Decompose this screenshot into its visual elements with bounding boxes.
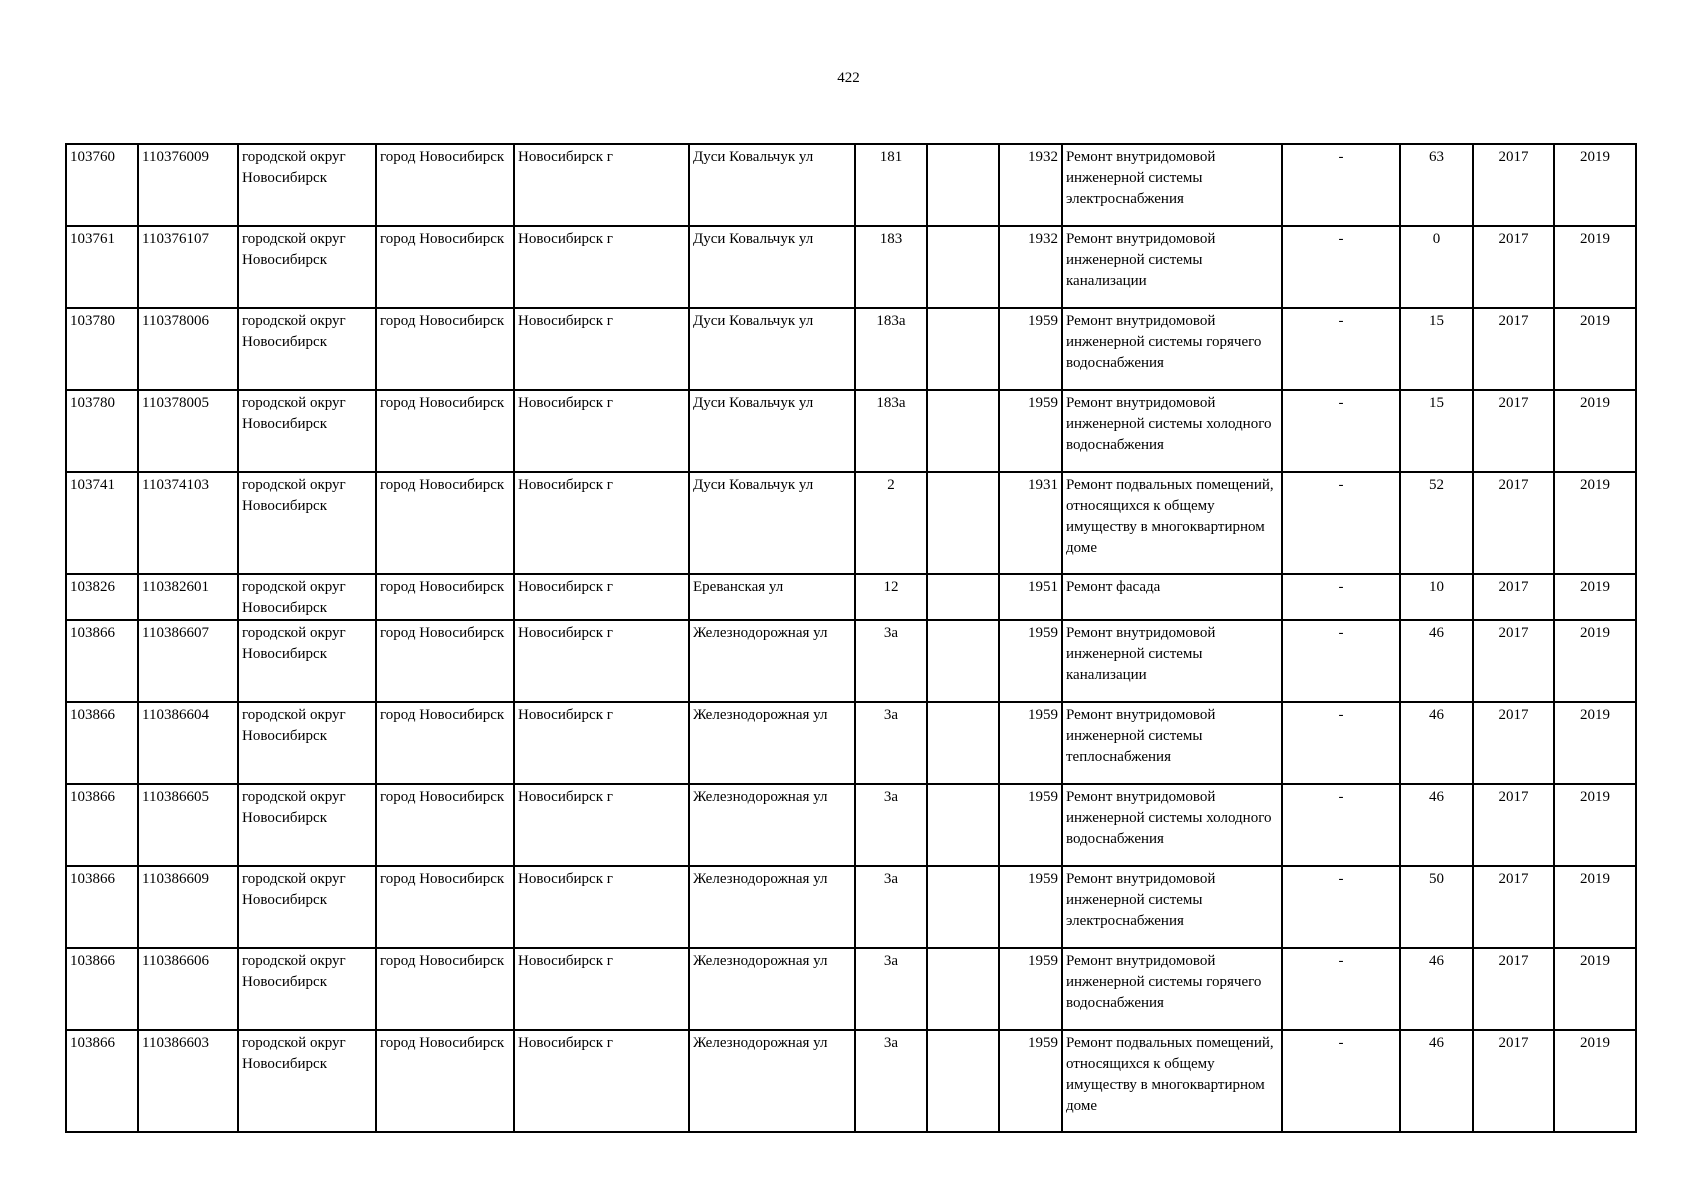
row-code: 110376009	[138, 144, 238, 226]
row-id: 103826	[66, 574, 138, 620]
row-district: городской округ Новосибирск	[238, 472, 376, 574]
row-end-year: 2019	[1554, 620, 1636, 702]
row-district: городской округ Новосибирск	[238, 702, 376, 784]
row-end-year: 2019	[1554, 866, 1636, 948]
row-settlement: город Новосибирск	[376, 226, 514, 308]
row-end-year: 2019	[1554, 144, 1636, 226]
row-year: 1959	[999, 390, 1062, 472]
row-extra	[927, 702, 999, 784]
row-settlement: город Новосибирск	[376, 948, 514, 1030]
row-district: городской округ Новосибирск	[238, 574, 376, 620]
row-district: городской округ Новосибирск	[238, 390, 376, 472]
row-house: 183	[855, 226, 927, 308]
row-work-type: Ремонт внутридомовой инженерной системы холодного водоснабжения	[1062, 390, 1282, 472]
row-percent: 15	[1400, 390, 1473, 472]
row-code: 110386603	[138, 1030, 238, 1132]
row-percent: 46	[1400, 1030, 1473, 1132]
row-id: 103780	[66, 308, 138, 390]
row-settlement: город Новосибирск	[376, 472, 514, 574]
row-extra	[927, 574, 999, 620]
row-code: 110386607	[138, 620, 238, 702]
row-id: 103761	[66, 226, 138, 308]
row-code: 110378006	[138, 308, 238, 390]
row-id: 103741	[66, 472, 138, 574]
row-start-year: 2017	[1473, 702, 1554, 784]
row-extra	[927, 784, 999, 866]
row-id: 103760	[66, 144, 138, 226]
row-city: Новосибирск г	[514, 702, 689, 784]
table-row	[66, 702, 1636, 784]
row-end-year: 2019	[1554, 784, 1636, 866]
row-code: 110378005	[138, 390, 238, 472]
row-year: 1931	[999, 472, 1062, 574]
row-id: 103780	[66, 390, 138, 472]
row-start-year: 2017	[1473, 144, 1554, 226]
row-id: 103866	[66, 948, 138, 1030]
row-code: 110386604	[138, 702, 238, 784]
row-code: 110386605	[138, 784, 238, 866]
row-extra	[927, 620, 999, 702]
row-settlement: город Новосибирск	[376, 620, 514, 702]
row-extra	[927, 390, 999, 472]
row-dash: -	[1282, 574, 1400, 620]
row-year: 1959	[999, 784, 1062, 866]
table-row	[66, 226, 1636, 308]
row-code: 110386606	[138, 948, 238, 1030]
row-percent: 63	[1400, 144, 1473, 226]
row-year: 1959	[999, 1030, 1062, 1132]
row-house: 3а	[855, 702, 927, 784]
row-year: 1959	[999, 948, 1062, 1030]
row-district: городской округ Новосибирск	[238, 784, 376, 866]
row-start-year: 2017	[1473, 948, 1554, 1030]
row-dash: -	[1282, 1030, 1400, 1132]
table-row	[66, 620, 1636, 702]
table-row	[66, 948, 1636, 1030]
row-house: 183а	[855, 390, 927, 472]
row-start-year: 2017	[1473, 226, 1554, 308]
row-work-type: Ремонт внутридомовой инженерной системы канализации	[1062, 620, 1282, 702]
row-id: 103866	[66, 702, 138, 784]
row-start-year: 2017	[1473, 574, 1554, 620]
row-street: Дуси Ковальчук ул	[689, 144, 855, 226]
row-end-year: 2019	[1554, 574, 1636, 620]
row-city: Новосибирск г	[514, 144, 689, 226]
row-start-year: 2017	[1473, 308, 1554, 390]
row-house: 3а	[855, 784, 927, 866]
row-start-year: 2017	[1473, 390, 1554, 472]
row-end-year: 2019	[1554, 308, 1636, 390]
row-percent: 50	[1400, 866, 1473, 948]
row-work-type: Ремонт внутридомовой инженерной системы электроснабжения	[1062, 144, 1282, 226]
row-percent: 0	[1400, 226, 1473, 308]
row-district: городской округ Новосибирск	[238, 948, 376, 1030]
row-year: 1959	[999, 702, 1062, 784]
row-start-year: 2017	[1473, 866, 1554, 948]
table-row	[66, 784, 1636, 866]
row-code: 110386609	[138, 866, 238, 948]
row-district: городской округ Новосибирск	[238, 226, 376, 308]
row-city: Новосибирск г	[514, 574, 689, 620]
row-dash: -	[1282, 620, 1400, 702]
row-district: городской округ Новосибирск	[238, 308, 376, 390]
row-work-type: Ремонт подвальных помещений, относящихся к общему имуществу в многоквартирном доме	[1062, 472, 1282, 574]
row-end-year: 2019	[1554, 948, 1636, 1030]
row-end-year: 2019	[1554, 226, 1636, 308]
row-year: 1959	[999, 866, 1062, 948]
table-row	[66, 472, 1636, 574]
row-street: Железнодорожная ул	[689, 1030, 855, 1132]
row-house: 3а	[855, 1030, 927, 1132]
row-work-type: Ремонт внутридомовой инженерной системы канализации	[1062, 226, 1282, 308]
row-city: Новосибирск г	[514, 390, 689, 472]
row-work-type: Ремонт внутридомовой инженерной системы горячего водоснабжения	[1062, 948, 1282, 1030]
table-row	[66, 574, 1636, 620]
row-work-type: Ремонт внутридомовой инженерной системы горячего водоснабжения	[1062, 308, 1282, 390]
row-year: 1959	[999, 308, 1062, 390]
row-house: 183а	[855, 308, 927, 390]
row-settlement: город Новосибирск	[376, 574, 514, 620]
table-row	[66, 390, 1636, 472]
row-extra	[927, 948, 999, 1030]
row-code: 110382601	[138, 574, 238, 620]
row-settlement: город Новосибирск	[376, 866, 514, 948]
row-dash: -	[1282, 702, 1400, 784]
row-house: 2	[855, 472, 927, 574]
row-city: Новосибирск г	[514, 472, 689, 574]
row-percent: 46	[1400, 948, 1473, 1030]
table-row	[66, 1030, 1636, 1132]
row-work-type: Ремонт внутридомовой инженерной системы электроснабжения	[1062, 866, 1282, 948]
row-city: Новосибирск г	[514, 784, 689, 866]
row-end-year: 2019	[1554, 390, 1636, 472]
row-settlement: город Новосибирск	[376, 308, 514, 390]
table-row	[66, 866, 1636, 948]
row-extra	[927, 144, 999, 226]
row-percent: 10	[1400, 574, 1473, 620]
row-year: 1932	[999, 144, 1062, 226]
row-code: 110376107	[138, 226, 238, 308]
row-start-year: 2017	[1473, 472, 1554, 574]
row-end-year: 2019	[1554, 472, 1636, 574]
row-street: Железнодорожная ул	[689, 866, 855, 948]
row-end-year: 2019	[1554, 702, 1636, 784]
row-settlement: город Новосибирск	[376, 702, 514, 784]
row-city: Новосибирск г	[514, 866, 689, 948]
row-extra	[927, 308, 999, 390]
row-dash: -	[1282, 784, 1400, 866]
row-id: 103866	[66, 620, 138, 702]
row-city: Новосибирск г	[514, 620, 689, 702]
row-street: Дуси Ковальчук ул	[689, 472, 855, 574]
row-settlement: город Новосибирск	[376, 390, 514, 472]
row-percent: 52	[1400, 472, 1473, 574]
row-district: городской округ Новосибирск	[238, 620, 376, 702]
row-id: 103866	[66, 784, 138, 866]
row-street: Железнодорожная ул	[689, 948, 855, 1030]
row-work-type: Ремонт внутридомовой инженерной системы холодного водоснабжения	[1062, 784, 1282, 866]
row-dash: -	[1282, 308, 1400, 390]
row-street: Дуси Ковальчук ул	[689, 390, 855, 472]
row-year: 1951	[999, 574, 1062, 620]
row-house: 3а	[855, 866, 927, 948]
table-row	[66, 144, 1636, 226]
row-house: 3а	[855, 620, 927, 702]
row-dash: -	[1282, 948, 1400, 1030]
row-work-type: Ремонт фасада	[1062, 574, 1282, 620]
row-district: городской округ Новосибирск	[238, 144, 376, 226]
row-house: 3а	[855, 948, 927, 1030]
repair-schedule-table	[65, 143, 1637, 1133]
row-id: 103866	[66, 866, 138, 948]
row-extra	[927, 1030, 999, 1132]
page-number: 422	[837, 70, 860, 86]
row-house: 181	[855, 144, 927, 226]
row-street: Ереванская ул	[689, 574, 855, 620]
row-street: Железнодорожная ул	[689, 702, 855, 784]
row-house: 12	[855, 574, 927, 620]
row-year: 1959	[999, 620, 1062, 702]
row-city: Новосибирск г	[514, 1030, 689, 1132]
row-extra	[927, 866, 999, 948]
row-settlement: город Новосибирск	[376, 1030, 514, 1132]
row-id: 103866	[66, 1030, 138, 1132]
row-city: Новосибирск г	[514, 226, 689, 308]
row-code: 110374103	[138, 472, 238, 574]
row-district: городской округ Новосибирск	[238, 866, 376, 948]
row-dash: -	[1282, 472, 1400, 574]
row-year: 1932	[999, 226, 1062, 308]
row-dash: -	[1282, 866, 1400, 948]
row-start-year: 2017	[1473, 784, 1554, 866]
table-row	[66, 308, 1636, 390]
row-settlement: город Новосибирск	[376, 784, 514, 866]
row-dash: -	[1282, 226, 1400, 308]
row-work-type: Ремонт подвальных помещений, относящихся к общему имуществу в многоквартирном доме	[1062, 1030, 1282, 1132]
row-street: Дуси Ковальчук ул	[689, 308, 855, 390]
row-percent: 15	[1400, 308, 1473, 390]
row-start-year: 2017	[1473, 620, 1554, 702]
row-percent: 46	[1400, 702, 1473, 784]
row-city: Новосибирск г	[514, 948, 689, 1030]
row-street: Железнодорожная ул	[689, 620, 855, 702]
row-dash: -	[1282, 144, 1400, 226]
row-settlement: город Новосибирск	[376, 144, 514, 226]
row-extra	[927, 472, 999, 574]
row-street: Дуси Ковальчук ул	[689, 226, 855, 308]
row-dash: -	[1282, 390, 1400, 472]
row-percent: 46	[1400, 620, 1473, 702]
row-street: Железнодорожная ул	[689, 784, 855, 866]
row-extra	[927, 226, 999, 308]
row-start-year: 2017	[1473, 1030, 1554, 1132]
row-work-type: Ремонт внутридомовой инженерной системы теплоснабжения	[1062, 702, 1282, 784]
row-city: Новосибирск г	[514, 308, 689, 390]
row-district: городской округ Новосибирск	[238, 1030, 376, 1132]
row-end-year: 2019	[1554, 1030, 1636, 1132]
row-percent: 46	[1400, 784, 1473, 866]
